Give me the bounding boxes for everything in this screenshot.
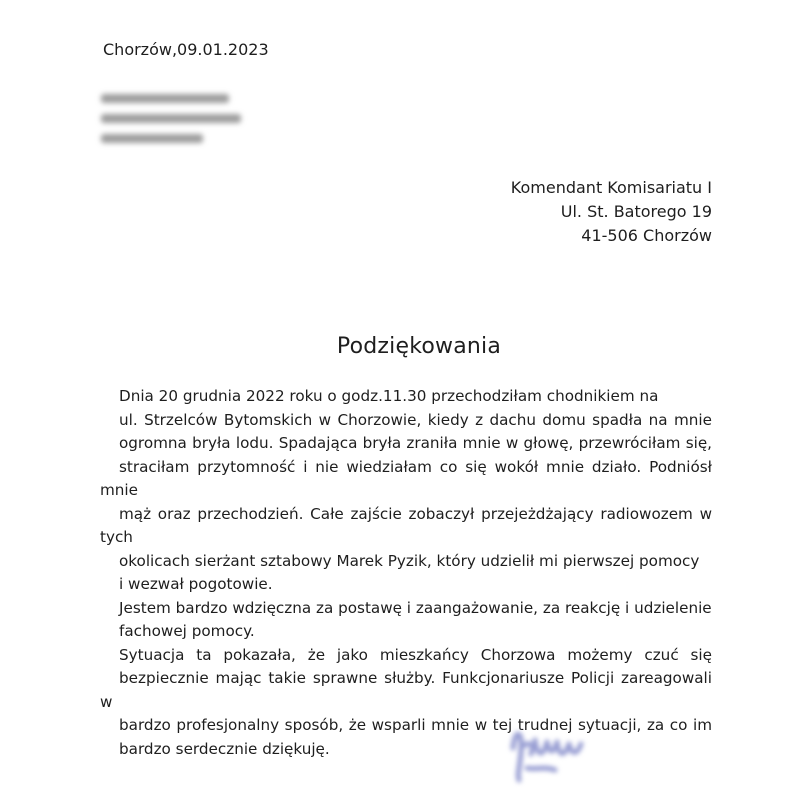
body-paragraph bbox=[100, 385, 712, 597]
body-line: ogromna bryła lodu. Spadająca bryła zraniła mnie w głowę, przewróciłam się, bbox=[119, 434, 712, 452]
recipient-line: 41-506 Chorzów bbox=[581, 226, 712, 245]
body-line: bardzo profesjonalny sposób, że wsparli mnie w tej trudnej sytuacji, za co im bbox=[119, 716, 712, 734]
redacted-line bbox=[101, 128, 241, 148]
letter-title: Podziękowania bbox=[336, 334, 502, 359]
recipient-line: Ul. St. Batorego 19 bbox=[560, 202, 712, 221]
body-line: ul. Strzelców Bytomskich w Chorzowie, kiedy z dachu domu spadła na mnie bbox=[119, 410, 712, 429]
letter-body bbox=[100, 385, 712, 761]
body-paragraph bbox=[100, 597, 712, 644]
body-line: bardzo serdecznie dziękuję. bbox=[119, 739, 330, 758]
recipient-line: Komendant Komisariatu I bbox=[510, 178, 712, 197]
body-paragraph bbox=[100, 644, 712, 762]
body-line: Sytuacja ta pokazała, że jako mieszkańcy Chorzowa możemy czuć się bbox=[119, 645, 712, 664]
body-line: Jestem bardzo wdzięczna za postawę i zaangażowanie, za reakcję i udzielenie bbox=[119, 598, 712, 617]
redacted-line bbox=[101, 108, 241, 128]
redacted-signature bbox=[505, 718, 605, 786]
recipient-address bbox=[511, 176, 712, 248]
letter-date-place: Chorzów,09.01.2023 bbox=[103, 40, 269, 59]
body-line: Dnia 20 grudnia 2022 roku o godz.11.30 przechodziłam chodnikiem na bbox=[119, 387, 659, 405]
body-line: straciłam przytomność i nie wiedziałam co się wokół mnie działo. Podniósł mnie bbox=[100, 457, 712, 499]
body-line: okolicach sierżant sztabowy Marek Pyzik, który udzielił mi pierwszej pomocy bbox=[119, 551, 700, 570]
body-line: bezpiecznie mając takie sprawne służby. Funkcjonariusze Policji zareagowali w bbox=[100, 669, 712, 711]
body-line: i wezwał pogotowie. bbox=[119, 575, 273, 593]
redacted-line bbox=[101, 88, 241, 108]
body-line: fachowej pomocy. bbox=[119, 622, 255, 640]
body-line: mąż oraz przechodzień. Całe zajście zobaczył przejeżdżający radiowozem w tych bbox=[100, 504, 712, 546]
redacted-sender-address bbox=[101, 88, 241, 148]
